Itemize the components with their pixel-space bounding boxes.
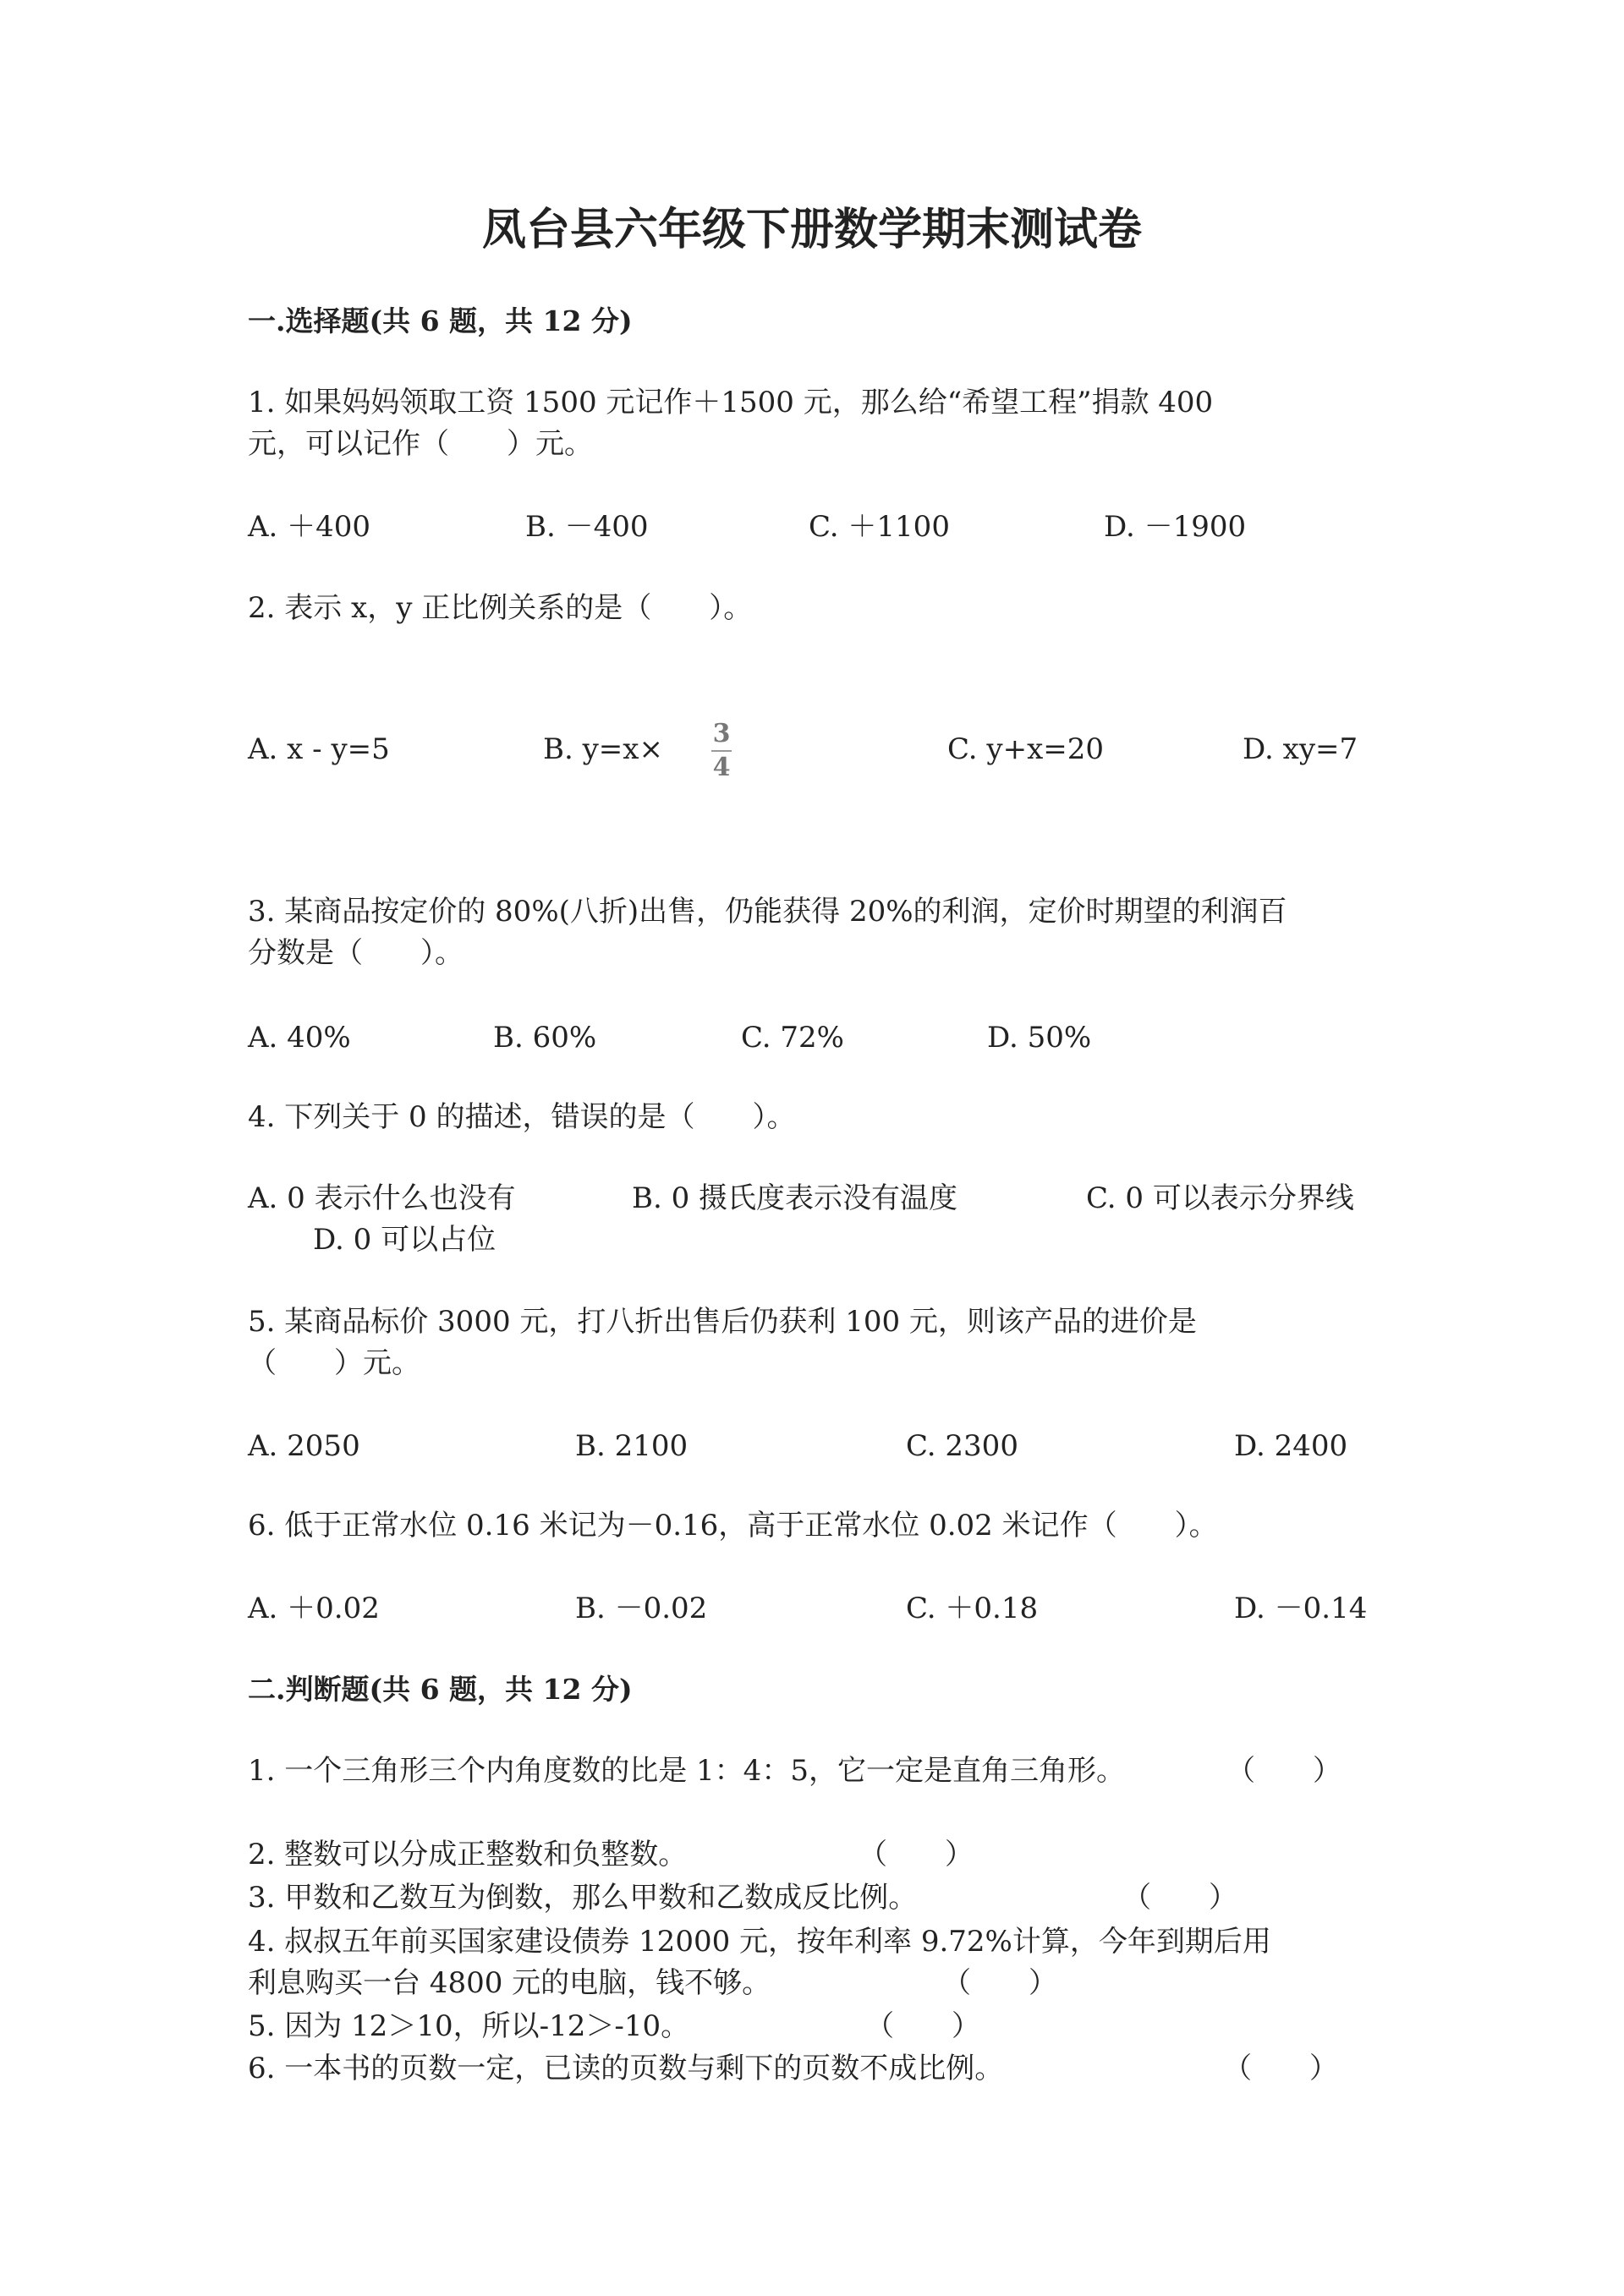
option: A. 2050 (248, 1429, 360, 1463)
judgement-text: 4. 叔叔五年前买国家建设债券 12000 元，按年利率 9.72%计算，今年到期后用 (248, 1925, 1271, 1959)
page-title: 凤台县六年级下册数学期末测试卷 (481, 204, 1142, 255)
section-heading-choice: 一.选择题(共 6 题，共 12 分) (248, 304, 633, 337)
option: D. －1900 (1104, 510, 1247, 544)
option: B. y=x× (543, 732, 663, 766)
question-text: 6. 低于正常水位 0.16 米记为－0.16，高于正常水位 0.02 米记作（ ）。 (248, 1509, 1218, 1543)
answer-parens: （ ） (859, 1838, 974, 1871)
question-text: （ ）元。 (248, 1346, 420, 1380)
option: D. 0 可以占位 (313, 1223, 497, 1257)
option: C. 0 可以表示分界线 (1086, 1181, 1354, 1215)
option: C. 72% (741, 1021, 844, 1055)
question-text: 3. 某商品按定价的 80%(八折)出售，仍能获得 20%的利润，定价时期望的利润百 (248, 895, 1287, 929)
option: C. ＋1100 (809, 510, 950, 544)
fraction-denominator: 4 (712, 753, 731, 782)
judgement-text: 3. 甲数和乙数互为倒数，那么甲数和乙数成反比例。 (248, 1881, 918, 1915)
option: C. y+x=20 (947, 732, 1105, 766)
option: A. ＋400 (248, 510, 371, 544)
answer-parens: （ ） (1122, 1881, 1237, 1915)
option: C. 2300 (906, 1429, 1018, 1463)
fraction-three-quarters (709, 719, 734, 783)
option: B. －400 (525, 510, 649, 544)
option: D. 50% (987, 1021, 1092, 1055)
question-text: 分数是（ ）。 (248, 936, 464, 970)
judgement-text: 利息购买一台 4800 元的电脑，钱不够。 (248, 1966, 771, 2000)
answer-parens: （ ） (942, 1966, 1057, 2000)
answer-parens: （ ） (1226, 1754, 1341, 1788)
fraction-numerator: 3 (712, 719, 731, 748)
option: D. －0.14 (1234, 1592, 1368, 1625)
option: D. xy=7 (1243, 732, 1358, 766)
question-text: 元，可以记作（ ）元。 (248, 427, 593, 461)
option: B. 2100 (575, 1429, 689, 1463)
option: B. 0 摄氏度表示没有温度 (632, 1181, 958, 1215)
option: A. x - y=5 (248, 732, 390, 766)
question-text: 4. 下列关于 0 的描述，错误的是（ ）。 (248, 1100, 796, 1134)
option: B. －0.02 (575, 1592, 708, 1625)
option: B. 60% (493, 1021, 597, 1055)
question-text: 5. 某商品标价 3000 元，打八折出售后仍获利 100 元，则该产品的进价是 (248, 1305, 1197, 1339)
option: C. ＋0.18 (906, 1592, 1039, 1625)
option: A. 0 表示什么也没有 (248, 1181, 516, 1215)
fraction-bar (711, 750, 732, 752)
answer-parens: （ ） (865, 2009, 980, 2043)
question-text: 1. 如果妈妈领取工资 1500 元记作＋1500 元，那么给“希望工程”捐款 400 (248, 386, 1214, 419)
judgement-text: 6. 一本书的页数一定，已读的页数与剩下的页数不成比例。 (248, 2052, 1004, 2085)
judgement-text: 2. 整数可以分成正整数和负整数。 (248, 1838, 688, 1871)
option: A. 40% (248, 1021, 351, 1055)
option: D. 2400 (1234, 1429, 1348, 1463)
option: A. ＋0.02 (248, 1592, 380, 1625)
judgement-text: 5. 因为 12＞10，所以-12＞-10。 (248, 2009, 690, 2043)
section-heading-judgement: 二.判断题(共 6 题，共 12 分) (248, 1673, 633, 1706)
judgement-text: 1. 一个三角形三个内角度数的比是 1：4：5，它一定是直角三角形。 (248, 1754, 1125, 1788)
answer-parens: （ ） (1223, 2052, 1338, 2085)
question-text: 2. 表示 x，y 正比例关系的是（ ）。 (248, 591, 753, 625)
